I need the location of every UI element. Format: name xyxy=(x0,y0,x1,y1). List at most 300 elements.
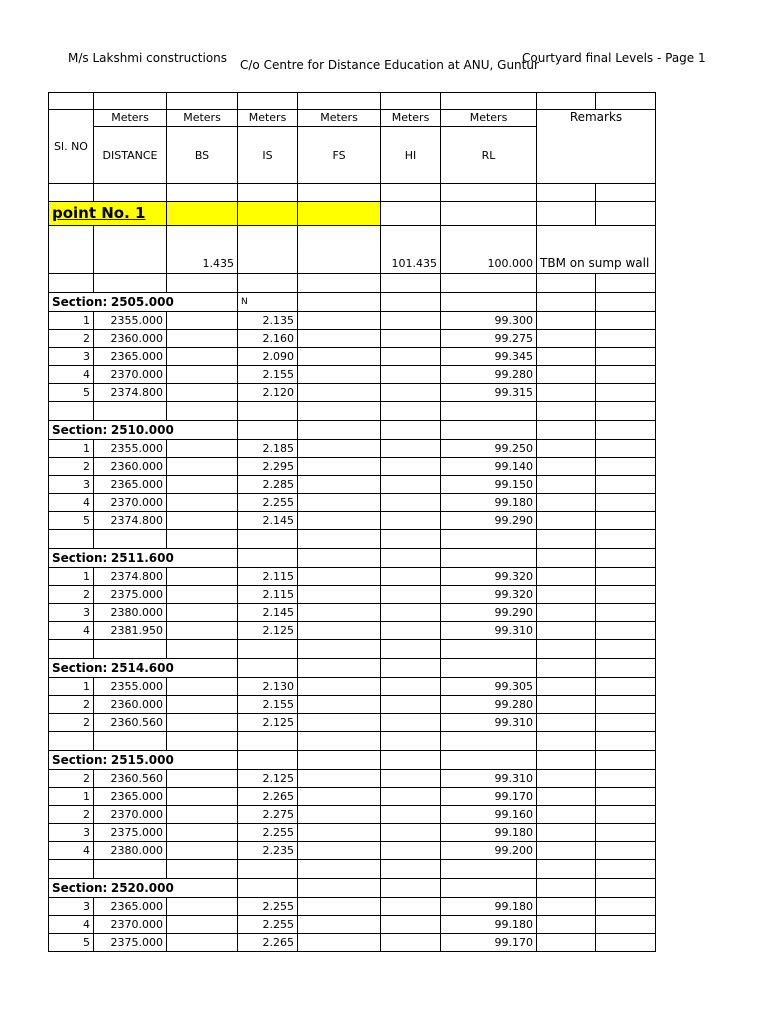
cell-rl: 99.310 xyxy=(441,622,537,640)
cell-sl-no: 2 xyxy=(49,806,94,824)
cell-remarks xyxy=(537,622,596,640)
cell-rl: 99.275 xyxy=(441,330,537,348)
table-row xyxy=(49,604,656,622)
gap-row xyxy=(49,732,656,751)
table-row xyxy=(49,366,656,384)
unit-distance: Meters xyxy=(94,110,167,127)
cell-bs xyxy=(167,476,238,494)
cell-is: 2.135 xyxy=(238,312,298,330)
cell-bs xyxy=(167,512,238,530)
gap-row xyxy=(49,640,656,659)
cell-remarks xyxy=(537,788,596,806)
cell-bs xyxy=(167,934,238,952)
cell-sl-no: 2 xyxy=(49,330,94,348)
cell-fs xyxy=(298,788,381,806)
top-blank-row xyxy=(49,93,656,110)
cell-extra xyxy=(596,824,656,842)
cell-remarks xyxy=(537,568,596,586)
cell-rl: 99.280 xyxy=(441,366,537,384)
cell-hi xyxy=(381,842,441,860)
cell-distance: 2374.800 xyxy=(94,512,167,530)
cell-hi xyxy=(381,586,441,604)
cell-distance: 2380.000 xyxy=(94,604,167,622)
section-header-row xyxy=(49,549,656,568)
gap-row xyxy=(49,274,656,293)
cell-hi xyxy=(381,366,441,384)
cell-is: 2.265 xyxy=(238,788,298,806)
section-header-row xyxy=(49,659,656,678)
table-row xyxy=(49,494,656,512)
table-row xyxy=(49,586,656,604)
cell-bs xyxy=(167,384,238,402)
cell-bs xyxy=(167,824,238,842)
cell-extra xyxy=(596,458,656,476)
cell-distance: 2380.000 xyxy=(94,842,167,860)
cell-hi xyxy=(381,714,441,732)
cell-fs xyxy=(298,330,381,348)
cell-is: 2.130 xyxy=(238,678,298,696)
cell-rl: 99.290 xyxy=(441,512,537,530)
cell-sl-no: 3 xyxy=(49,898,94,916)
section-note: N xyxy=(238,293,298,312)
cell-extra xyxy=(596,934,656,952)
cell-distance: 2360.000 xyxy=(94,696,167,714)
cell-remarks xyxy=(537,842,596,860)
cell-sl-no: 5 xyxy=(49,512,94,530)
unit-fs: Meters xyxy=(298,110,381,127)
cell-is: 2.275 xyxy=(238,806,298,824)
cell-is: 2.255 xyxy=(238,898,298,916)
gap-row xyxy=(49,530,656,549)
col-header-hi: HI xyxy=(381,127,441,184)
section-chainage: 2505.000 xyxy=(110,294,174,309)
gap-row xyxy=(49,402,656,421)
cell-is: 2.235 xyxy=(238,842,298,860)
cell-sl-no: 4 xyxy=(49,916,94,934)
table-row xyxy=(49,714,656,732)
cell-fs xyxy=(298,312,381,330)
cell-bs xyxy=(167,696,238,714)
cell-bs xyxy=(167,806,238,824)
cell-hi xyxy=(381,678,441,696)
cell-hi xyxy=(381,934,441,952)
cell-is: 2.155 xyxy=(238,696,298,714)
cell-is: 2.115 xyxy=(238,568,298,586)
cell-fs xyxy=(298,622,381,640)
cell-rl: 99.280 xyxy=(441,696,537,714)
cell-extra xyxy=(596,312,656,330)
col-header-sl-no: Sl. NO xyxy=(49,110,94,184)
cell-is: 2.295 xyxy=(238,458,298,476)
cell-distance: 2360.000 xyxy=(94,330,167,348)
cell-bs xyxy=(167,440,238,458)
cell-sl-no: 1 xyxy=(49,312,94,330)
cell-sl-no: 4 xyxy=(49,366,94,384)
benchmark-rl: 100.000 xyxy=(441,226,537,274)
cell-sl-no: 1 xyxy=(49,440,94,458)
cell-fs xyxy=(298,440,381,458)
cell-fs xyxy=(298,512,381,530)
cell-remarks xyxy=(537,824,596,842)
cell-fs xyxy=(298,770,381,788)
section-note xyxy=(238,549,298,568)
levels-table xyxy=(48,92,656,952)
cell-extra xyxy=(596,678,656,696)
section-label: Section: 2511.600 xyxy=(49,549,238,568)
table-row xyxy=(49,770,656,788)
cell-fs xyxy=(298,494,381,512)
cell-rl: 99.200 xyxy=(441,842,537,860)
cell-bs xyxy=(167,678,238,696)
section-header-row xyxy=(49,421,656,440)
cell-remarks xyxy=(537,384,596,402)
cell-distance: 2375.000 xyxy=(94,586,167,604)
cell-sl-no: 2 xyxy=(49,458,94,476)
cell-remarks xyxy=(537,696,596,714)
cell-is: 2.255 xyxy=(238,824,298,842)
cell-remarks xyxy=(537,934,596,952)
unit-rl: Meters xyxy=(441,110,537,127)
cell-rl: 99.140 xyxy=(441,458,537,476)
table-row xyxy=(49,806,656,824)
cell-bs xyxy=(167,714,238,732)
cell-fs xyxy=(298,348,381,366)
cell-rl: 99.315 xyxy=(441,384,537,402)
cell-hi xyxy=(381,440,441,458)
cell-bs xyxy=(167,770,238,788)
section-note xyxy=(238,751,298,770)
cell-remarks xyxy=(537,604,596,622)
table-row xyxy=(49,440,656,458)
cell-rl: 99.170 xyxy=(441,934,537,952)
cell-extra xyxy=(596,714,656,732)
unit-hi: Meters xyxy=(381,110,441,127)
cell-remarks xyxy=(537,494,596,512)
cell-extra xyxy=(596,842,656,860)
cell-fs xyxy=(298,384,381,402)
cell-extra xyxy=(596,696,656,714)
cell-hi xyxy=(381,824,441,842)
cell-extra xyxy=(596,770,656,788)
cell-distance: 2375.000 xyxy=(94,824,167,842)
benchmark-bs: 1.435 xyxy=(167,226,238,274)
section-note xyxy=(238,421,298,440)
cell-distance: 2374.800 xyxy=(94,568,167,586)
cell-distance: 2360.000 xyxy=(94,458,167,476)
cell-is: 2.265 xyxy=(238,934,298,952)
cell-is: 2.255 xyxy=(238,494,298,512)
table-row xyxy=(49,898,656,916)
cell-distance: 2355.000 xyxy=(94,678,167,696)
cell-remarks xyxy=(537,898,596,916)
cell-fs xyxy=(298,604,381,622)
cell-is: 2.185 xyxy=(238,440,298,458)
cell-distance: 2365.000 xyxy=(94,898,167,916)
cell-distance: 2360.560 xyxy=(94,714,167,732)
cell-sl-no: 4 xyxy=(49,842,94,860)
benchmark-row xyxy=(49,226,656,274)
table-row xyxy=(49,330,656,348)
cell-rl: 99.305 xyxy=(441,678,537,696)
cell-is: 2.285 xyxy=(238,476,298,494)
cell-fs xyxy=(298,678,381,696)
cell-hi xyxy=(381,494,441,512)
cell-remarks xyxy=(537,806,596,824)
cell-remarks xyxy=(537,678,596,696)
table-row xyxy=(49,312,656,330)
unit-is: Meters xyxy=(238,110,298,127)
cell-sl-no: 2 xyxy=(49,586,94,604)
table-row xyxy=(49,678,656,696)
section-note xyxy=(238,879,298,898)
cell-bs xyxy=(167,330,238,348)
cell-hi xyxy=(381,330,441,348)
cell-rl: 99.320 xyxy=(441,586,537,604)
cell-remarks xyxy=(537,714,596,732)
cell-is: 2.120 xyxy=(238,384,298,402)
table-row xyxy=(49,458,656,476)
cell-sl-no: 5 xyxy=(49,384,94,402)
cell-fs xyxy=(298,842,381,860)
cell-distance: 2370.000 xyxy=(94,916,167,934)
cell-hi xyxy=(381,512,441,530)
company-name: M/s Lakshmi constructions xyxy=(68,51,228,65)
unit-row xyxy=(49,110,656,127)
table-row xyxy=(49,622,656,640)
cell-rl: 99.310 xyxy=(441,770,537,788)
cell-rl: 99.250 xyxy=(441,440,537,458)
cell-sl-no: 3 xyxy=(49,824,94,842)
cell-extra xyxy=(596,568,656,586)
cell-fs xyxy=(298,916,381,934)
section-label: Section: 2505.000 xyxy=(49,293,238,312)
cell-rl: 99.310 xyxy=(441,714,537,732)
cell-rl: 99.160 xyxy=(441,806,537,824)
cell-fs xyxy=(298,568,381,586)
cell-fs xyxy=(298,714,381,732)
cell-sl-no: 2 xyxy=(49,770,94,788)
cell-hi xyxy=(381,806,441,824)
section-label: Section: 2515.000 xyxy=(49,751,238,770)
cell-hi xyxy=(381,604,441,622)
cell-extra xyxy=(596,476,656,494)
cell-hi xyxy=(381,622,441,640)
cell-distance: 2381.950 xyxy=(94,622,167,640)
cell-extra xyxy=(596,586,656,604)
col-header-is: IS xyxy=(238,127,298,184)
benchmark-remarks: TBM on sump wall xyxy=(537,226,656,274)
cell-distance: 2370.000 xyxy=(94,494,167,512)
cell-distance: 2370.000 xyxy=(94,366,167,384)
cell-remarks xyxy=(537,916,596,934)
cell-hi xyxy=(381,476,441,494)
cell-extra xyxy=(596,384,656,402)
cell-remarks xyxy=(537,330,596,348)
cell-bs xyxy=(167,586,238,604)
cell-is: 2.145 xyxy=(238,512,298,530)
table-row xyxy=(49,842,656,860)
cell-rl: 99.150 xyxy=(441,476,537,494)
section-chainage: 2520.000 xyxy=(110,880,174,895)
cell-extra xyxy=(596,512,656,530)
cell-bs xyxy=(167,568,238,586)
cell-distance: 2375.000 xyxy=(94,934,167,952)
cell-sl-no: 1 xyxy=(49,568,94,586)
cell-remarks xyxy=(537,512,596,530)
section-header-row xyxy=(49,293,656,312)
cell-bs xyxy=(167,366,238,384)
cell-rl: 99.320 xyxy=(441,568,537,586)
cell-remarks xyxy=(537,770,596,788)
table-row xyxy=(49,916,656,934)
point-label: point No. 1 xyxy=(49,202,167,226)
cell-is: 2.125 xyxy=(238,770,298,788)
cell-remarks xyxy=(537,476,596,494)
cell-extra xyxy=(596,916,656,934)
cell-hi xyxy=(381,312,441,330)
cell-hi xyxy=(381,348,441,366)
cell-sl-no: 3 xyxy=(49,604,94,622)
cell-extra xyxy=(596,366,656,384)
cell-bs xyxy=(167,604,238,622)
cell-bs xyxy=(167,788,238,806)
cell-remarks xyxy=(537,348,596,366)
cell-bs xyxy=(167,458,238,476)
benchmark-hi: 101.435 xyxy=(381,226,441,274)
cell-fs xyxy=(298,366,381,384)
cell-sl-no: 2 xyxy=(49,696,94,714)
cell-remarks xyxy=(537,440,596,458)
cell-rl: 99.345 xyxy=(441,348,537,366)
section-label: Section: 2510.000 xyxy=(49,421,238,440)
point-row xyxy=(49,202,656,226)
cell-hi xyxy=(381,916,441,934)
cell-rl: 99.180 xyxy=(441,916,537,934)
cell-sl-no: 3 xyxy=(49,476,94,494)
cell-bs xyxy=(167,348,238,366)
section-label: Section: 2514.600 xyxy=(49,659,238,678)
cell-rl: 99.300 xyxy=(441,312,537,330)
cell-sl-no: 2 xyxy=(49,714,94,732)
table-row xyxy=(49,348,656,366)
cell-distance: 2365.000 xyxy=(94,476,167,494)
section-chainage: 2514.600 xyxy=(110,660,174,675)
cell-hi xyxy=(381,458,441,476)
cell-sl-no: 4 xyxy=(49,494,94,512)
cell-hi xyxy=(381,898,441,916)
cell-is: 2.145 xyxy=(238,604,298,622)
cell-bs xyxy=(167,916,238,934)
col-header-distance: DISTANCE xyxy=(94,127,167,184)
cell-is: 2.090 xyxy=(238,348,298,366)
cell-is: 2.255 xyxy=(238,916,298,934)
cell-fs xyxy=(298,898,381,916)
project-name: C/o Centre for Distance Education at ANU, Guntur xyxy=(240,58,539,72)
section-chainage: 2511.600 xyxy=(110,550,174,565)
table-row xyxy=(49,824,656,842)
cell-distance: 2365.000 xyxy=(94,788,167,806)
cell-rl: 99.170 xyxy=(441,788,537,806)
cell-fs xyxy=(298,824,381,842)
col-header-fs: FS xyxy=(298,127,381,184)
table-row xyxy=(49,384,656,402)
cell-remarks xyxy=(537,312,596,330)
cell-distance: 2355.000 xyxy=(94,312,167,330)
cell-rl: 99.180 xyxy=(441,494,537,512)
cell-rl: 99.290 xyxy=(441,604,537,622)
cell-rl: 99.180 xyxy=(441,824,537,842)
cell-hi xyxy=(381,384,441,402)
cell-hi xyxy=(381,568,441,586)
section-label: Section: 2520.000 xyxy=(49,879,238,898)
cell-is: 2.160 xyxy=(238,330,298,348)
section-header-row xyxy=(49,751,656,770)
col-header-remarks: Remarks xyxy=(537,110,656,184)
spacer-row xyxy=(49,184,656,202)
cell-remarks xyxy=(537,586,596,604)
cell-extra xyxy=(596,788,656,806)
cell-hi xyxy=(381,788,441,806)
section-chainage: 2515.000 xyxy=(110,752,174,767)
cell-distance: 2355.000 xyxy=(94,440,167,458)
cell-sl-no: 5 xyxy=(49,934,94,952)
cell-is: 2.155 xyxy=(238,366,298,384)
section-note xyxy=(238,659,298,678)
unit-bs: Meters xyxy=(167,110,238,127)
gap-row xyxy=(49,860,656,879)
cell-extra xyxy=(596,330,656,348)
cell-sl-no: 3 xyxy=(49,348,94,366)
table-row xyxy=(49,568,656,586)
table-row xyxy=(49,512,656,530)
cell-distance: 2370.000 xyxy=(94,806,167,824)
cell-is: 2.125 xyxy=(238,714,298,732)
cell-sl-no: 1 xyxy=(49,788,94,806)
cell-bs xyxy=(167,898,238,916)
cell-bs xyxy=(167,494,238,512)
cell-hi xyxy=(381,696,441,714)
cell-distance: 2374.800 xyxy=(94,384,167,402)
cell-is: 2.125 xyxy=(238,622,298,640)
cell-extra xyxy=(596,494,656,512)
table-row xyxy=(49,934,656,952)
cell-fs xyxy=(298,696,381,714)
col-header-bs: BS xyxy=(167,127,238,184)
cell-distance: 2365.000 xyxy=(94,348,167,366)
cell-hi xyxy=(381,770,441,788)
cell-remarks xyxy=(537,458,596,476)
cell-bs xyxy=(167,842,238,860)
cell-extra xyxy=(596,898,656,916)
cell-rl: 99.180 xyxy=(441,898,537,916)
cell-bs xyxy=(167,312,238,330)
table-row xyxy=(49,476,656,494)
cell-fs xyxy=(298,586,381,604)
table-row xyxy=(49,696,656,714)
cell-distance: 2360.560 xyxy=(94,770,167,788)
sheet-title: Courtyard final Levels - Page 1 xyxy=(522,51,706,65)
cell-sl-no: 1 xyxy=(49,678,94,696)
section-header-row xyxy=(49,879,656,898)
col-header-rl: RL xyxy=(441,127,537,184)
cell-extra xyxy=(596,440,656,458)
cell-extra xyxy=(596,604,656,622)
cell-remarks xyxy=(537,366,596,384)
cell-fs xyxy=(298,458,381,476)
cell-extra xyxy=(596,806,656,824)
cell-fs xyxy=(298,934,381,952)
cell-extra xyxy=(596,348,656,366)
